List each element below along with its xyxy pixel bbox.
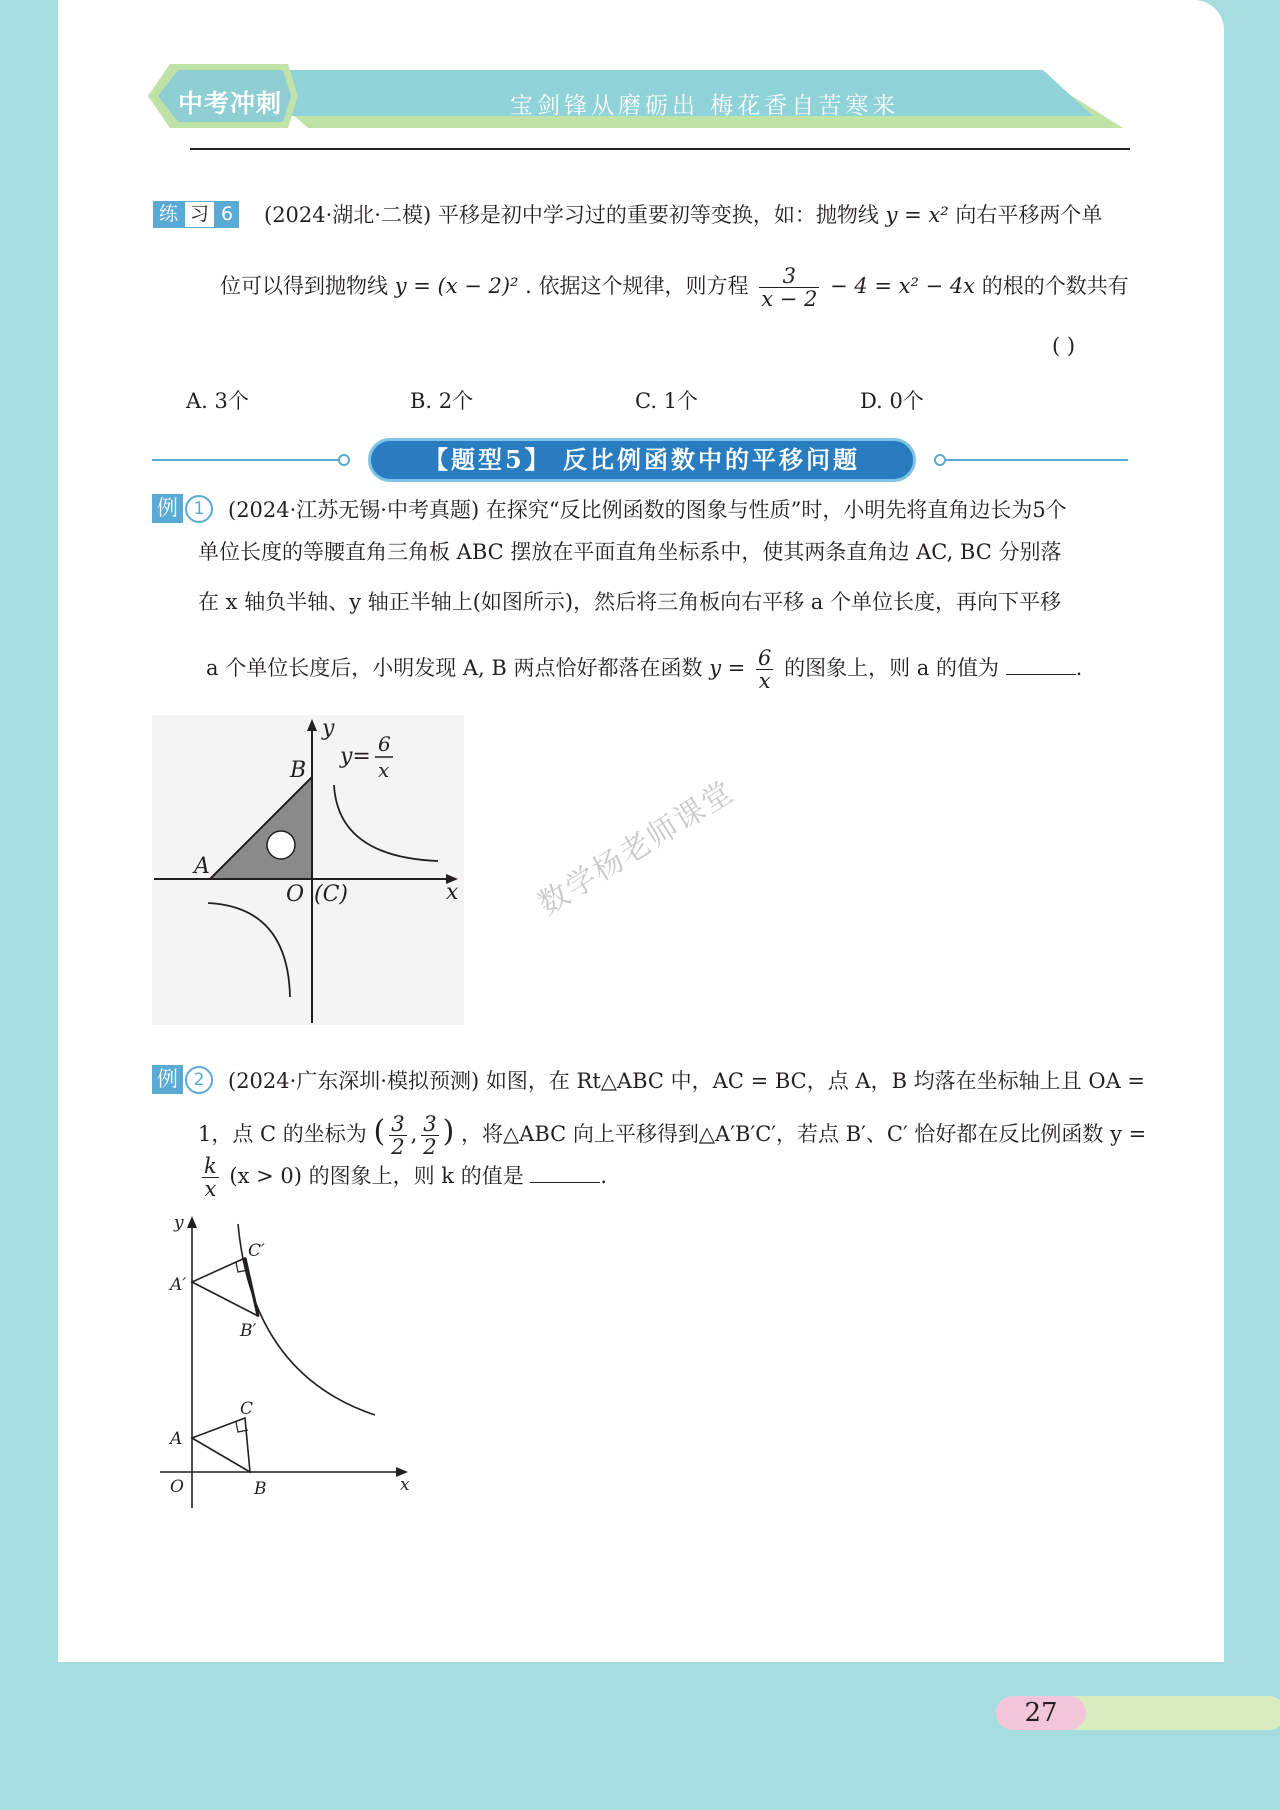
exercise-badge [153,201,239,228]
header-divider [190,148,1130,150]
curve-den: x [378,758,390,782]
function-fraction: $\frac{6}{x}$ [758,646,772,693]
label-o: O [286,882,305,907]
badge-lian: 练 [153,201,184,228]
example2-line3: $\frac{k}{x}$ (x > 0) 的图象上，则 k 的值是 . [204,1154,608,1201]
section-title: 【题型5】 反比例函数中的平移问题 [368,438,916,482]
curve-num: 6 [378,732,391,756]
equation-fraction: $\frac{3}{x - 2}$ [761,264,818,311]
example1-line3: 在 x 轴负半轴、y 轴正半轴上(如图所示)，然后将三角板向右平移 a 个单位长度，再向下平移 [198,590,1061,614]
fig2-label-c: C [240,1399,254,1419]
page-number: 27 [996,1696,1086,1730]
fig2-label-b1: B′ [240,1321,257,1341]
figure1-graph [152,715,464,1025]
label-x: x [446,880,459,905]
badge-xi: 习 [184,201,215,228]
watermark: 数学杨老师课堂 [532,774,741,923]
answer-blank [1006,656,1076,675]
option-a: A. 3个 [186,389,249,413]
header-motto: 宝剑锋从磨砺出 梅花香自苦寒来 [510,93,900,119]
fig2-label-c1: C′ [248,1241,265,1261]
fig2-label-b: B [254,1479,267,1499]
example1-line2: 单位长度的等腰直角三角板 ABC 摆放在平面直角坐标系中，使其两条直角边 AC, BC 分别落 [198,540,1062,564]
example2-line2: 1，点 C 的坐标为 ( $\frac{3}{2}$ , $\frac{3}{2}$ ) ，将△ABC 向上平移得到△A′B′C′，若点 B′、C′ 恰好都在反比例函数 y = [198,1112,1147,1159]
exercise6-line2: 位可以得到抛物线 y = (x − 2)² . 依据这个规律，则方程 $\frac{3}{x - 2}$ − 4 = x² − 4x 的根的个数共有 [220,264,1129,311]
answer-paren: ( ) [1052,334,1076,358]
figure2-graph [160,1210,420,1510]
fig2-label-y: y [174,1213,184,1233]
fig2-label-a1: A′ [170,1275,187,1295]
option-d: D. 0个 [860,389,924,413]
option-b: B. 2个 [410,389,474,413]
answer-blank-2 [530,1164,600,1183]
option-c: C. 1个 [635,389,699,413]
label-a: A [194,854,210,879]
exercise6-line1: (2024·湖北·二模) 平移是初中学习过的重要初等变换，如：抛物线 y = x² 向右平移两个单 [264,203,1103,227]
example1-line1: (2024·江苏无锡·中考真题) 在探究“反比例函数的图象与性质”时，小明先将直角边长为5个 [228,498,1067,522]
label-b: B [290,758,307,783]
curve-label: y= [340,744,371,769]
example1-line4: a 个单位长度后，小明发现 A, B 两点恰好都落在函数 y = $\frac{6}{x}$ 的图象上，则 a 的值为 . [206,646,1083,693]
fig2-label-x: x [400,1475,410,1495]
fig2-label-a: A [170,1429,183,1449]
label-c: (C) [314,882,348,907]
label-y: y [322,716,335,741]
example1-badge: 例 1 [152,495,213,522]
example2-badge: 例 2 [152,1066,213,1093]
badge-number: 6 [215,201,239,228]
fig2-label-o: O [170,1477,184,1497]
header-tag: 中考冲刺 [178,89,283,118]
example2-line1: (2024·广东深圳·模拟预测) 如图，在 Rt△ABC 中，AC = BC，点 A，B 均落在坐标轴上且 OA = [228,1069,1146,1093]
